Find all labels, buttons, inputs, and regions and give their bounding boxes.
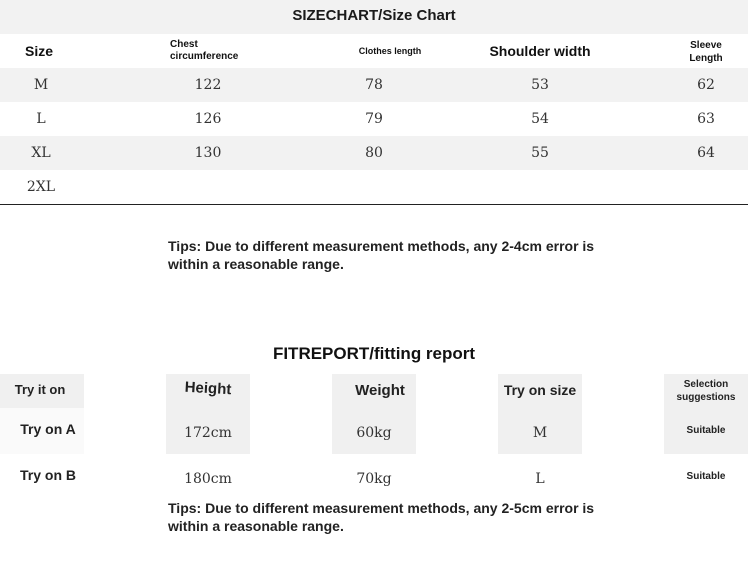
table-divider — [0, 204, 748, 205]
size-chart-table — [0, 34, 748, 204]
header-selection-line1: Selection — [683, 379, 729, 390]
header-shoulder-width: Shoulder width — [489, 43, 591, 59]
sleeve-cell: 64 — [697, 145, 715, 161]
height-cell: 172cm — [184, 425, 232, 441]
size-chart-title: SIZECHART/Size Chart — [0, 0, 748, 34]
size-chart-header-row — [0, 34, 748, 68]
header-sleeve-line1: Sleeve — [690, 40, 722, 51]
header-chest — [170, 39, 238, 63]
size-row — [0, 136, 748, 170]
chest-cell — [168, 170, 248, 204]
suggestion-cell: Suitable — [686, 425, 726, 436]
size-row — [0, 68, 748, 102]
length-cell — [334, 170, 414, 204]
size-cell: M — [33, 77, 49, 93]
header-chest-line2: circumference — [170, 51, 239, 62]
size-cell: 2XL — [26, 179, 56, 195]
size-tips-text: Tips: Due to different measurement methods, any 2-4cm error is within a reasonable range. — [168, 238, 595, 272]
header-size: Size — [24, 43, 53, 59]
weight-cell: 60kg — [356, 425, 392, 441]
sleeve-cell: 63 — [697, 111, 715, 127]
sleeve-cell — [666, 170, 746, 204]
header-selection-suggestions — [664, 378, 748, 404]
size-cell: M — [532, 425, 548, 441]
size-row — [0, 102, 748, 136]
fit-report-title: FITREPORT/fitting report — [272, 344, 476, 363]
length-cell: 79 — [365, 111, 383, 127]
suggestion-cell: Suitable — [686, 471, 726, 482]
header-clothes-length: Clothes length — [358, 46, 422, 56]
shoulder-cell: 55 — [531, 145, 549, 161]
size-cell: L — [36, 111, 46, 127]
sleeve-cell: 62 — [697, 77, 715, 93]
length-cell: 78 — [365, 77, 383, 93]
chest-cell: 126 — [194, 111, 222, 127]
chest-cell: 122 — [194, 77, 222, 93]
length-cell: 80 — [365, 145, 383, 161]
header-selection-line2: suggestions — [676, 392, 736, 403]
shoulder-cell: 54 — [531, 111, 549, 127]
size-cell: XL — [31, 145, 51, 161]
header-try-on-size: Try on size — [503, 382, 577, 398]
header-sleeve-line2: Length — [689, 53, 723, 64]
header-chest-line1: Chest — [170, 39, 198, 50]
header-sleeve — [676, 39, 736, 65]
header-height: Height — [184, 378, 232, 399]
header-try-it-on: Try it on — [14, 382, 66, 397]
shoulder-cell — [500, 170, 580, 204]
shoulder-cell: 53 — [531, 77, 549, 93]
fit-report-table — [0, 374, 748, 499]
try-on-a-label: Try on A — [20, 421, 76, 437]
weight-cell: 70kg — [356, 471, 392, 487]
chest-cell: 130 — [194, 145, 222, 161]
size-row — [0, 170, 748, 204]
header-weight: Weight — [355, 382, 405, 399]
try-on-b-label: Try on B — [19, 467, 76, 483]
fit-tips-text: Tips: Due to different measurement methods, any 2-5cm error is within a reasonable range. — [168, 500, 595, 534]
height-cell: 180cm — [184, 471, 232, 487]
size-cell: L — [535, 471, 545, 487]
